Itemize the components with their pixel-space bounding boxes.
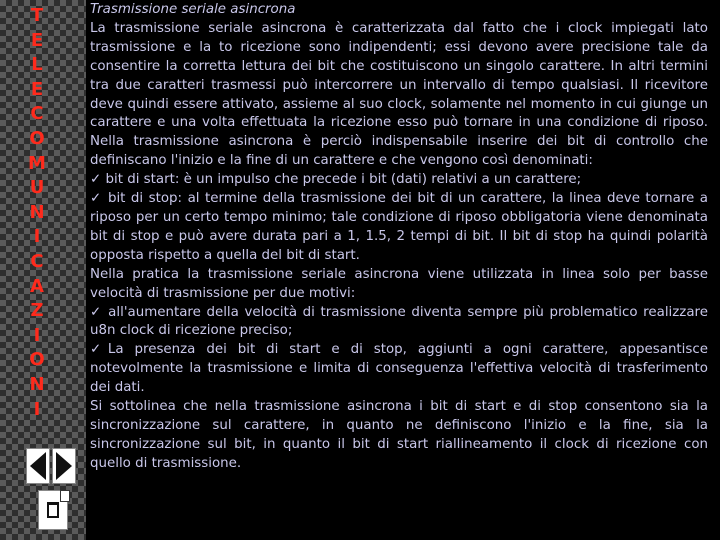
- vertical-title-letter: I: [33, 226, 41, 248]
- slide-title: Trasmissione seriale asincrona: [90, 2, 296, 17]
- vertical-title-letter: O: [29, 127, 45, 149]
- vertical-title-letter: L: [31, 54, 43, 76]
- vertical-title-letter: E: [30, 29, 44, 51]
- bullet-overhead: ✓La presenza dei bit di start e di stop, aggiunti a ogni carattere, appesantisce notevolmente la trasmissione e limita di conseguenza l'effettiva velocità di trasferimento dei dati.: [90, 342, 708, 396]
- paragraph-sync: Si sottolinea che nella trasmissione asincrona i bit di start e di stop consentono sia la sincronizzazione sul carattere, in quanto ne definiscono l'inizio e la fine, sia la sincronizzazione sul bit, in quanto il bit di start riallineamento il clock di ricezione con quello di trasmissione.: [90, 399, 708, 471]
- sidebar: [0, 0, 86, 540]
- bullet-clock-problem: ✓ all'aumentare della velocità di trasmissione diventa sempre più problematico realizzare u8n clock di ricezione preciso;: [90, 304, 708, 339]
- bullet-bit-stop: ✓ bit di stop: al termine della trasmissione dei bit di un carattere, la linea deve tornare a riposo per un certo tempo minimo; tale condizione di riposo obbligatoria viene denominata bit di stop e può avere durata pari a 1, 1.5, 2 tempi di bit. Il bit di stop ha quindi polarità opposta rispetto a quella del bit di start.: [90, 191, 708, 263]
- vertical-title-letter: A: [30, 275, 44, 297]
- vertical-title-letter: Z: [30, 300, 44, 322]
- paragraph-intro: La trasmissione seriale asincrona è caratterizzata dal fatto che i clock impiegati lato trasmissione e la to ricezione sono indipendenti; essi devono avere precisione tale da consentire la corretta lettura dei bit che costituiscono un singolo carattere. In altri termini tra due caratteri trasmessi può intercorrere un intervallo di tempo qualsiasi. Il ricevitore deve quindi essere attivato, assieme al suo clock, solamente nel momento in cui giunge un carattere e una volta effettuata la ricezione esso può tornare in una condizione di riposo. Nella trasmissione asincrona è perciò indispensabile inserire dei bit di controllo che definiscano l'inizio e la fine di un carattere e che vengono così denominati:: [90, 20, 708, 169]
- vertical-title-letter: C: [30, 103, 44, 125]
- paragraph-practice: Nella pratica la trasmissione seriale asincrona viene utilizzata in linea solo per basse velocità di trasmissione per due motivi:: [90, 266, 708, 301]
- vertical-title-letter: C: [30, 250, 44, 272]
- vertical-title-letter: I: [33, 324, 41, 346]
- home-icon: [47, 502, 59, 518]
- vertical-title-letter: N: [29, 201, 45, 223]
- vertical-title-letter: I: [33, 398, 41, 420]
- vertical-title-letter: O: [29, 349, 45, 371]
- slide-content: [90, 1, 708, 474]
- vertical-title-letter: E: [30, 78, 44, 100]
- vertical-title-letter: N: [29, 373, 45, 395]
- forward-button[interactable]: [52, 448, 76, 484]
- bullet-bit-start: ✓ bit di start: è un impulso che precede i bit (dati) relativi a un carattere;: [90, 172, 582, 188]
- vertical-title-letter: M: [28, 152, 46, 174]
- triangle-left-icon: [30, 452, 46, 480]
- vertical-title-letter: U: [29, 177, 45, 199]
- small-square-icon: [60, 490, 70, 502]
- triangle-right-icon: [56, 452, 72, 480]
- back-button[interactable]: [26, 448, 50, 484]
- vertical-title: [24, 4, 50, 422]
- vertical-title-letter: T: [30, 5, 44, 26]
